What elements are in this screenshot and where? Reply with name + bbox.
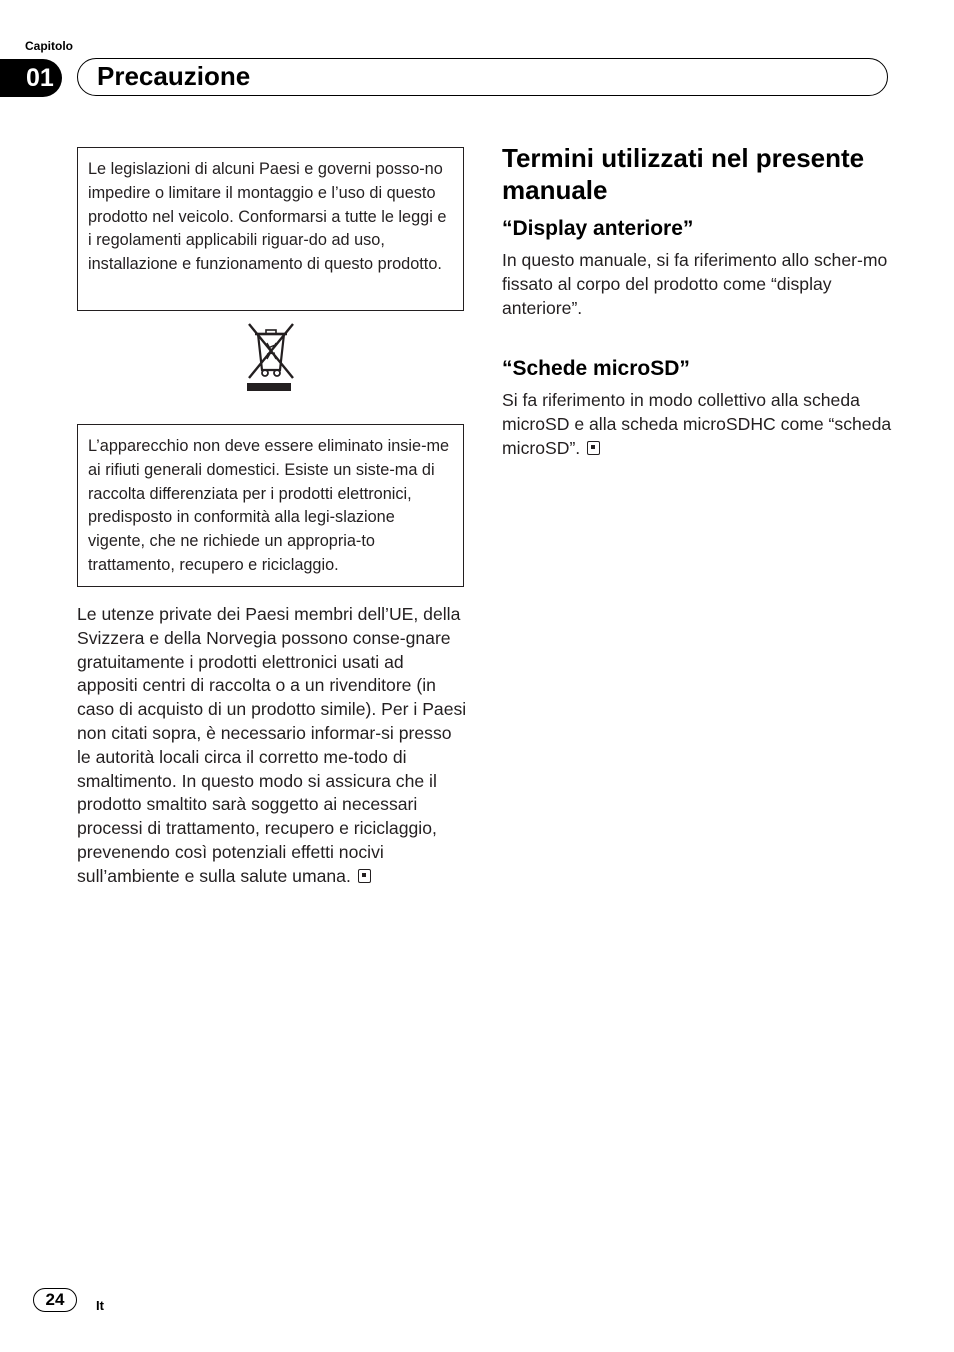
subsection-paragraph-microsd [502, 389, 894, 460]
notice-box-legislation: Le legislazioni di alcuni Paesi e governi posso-no impedire o limitare il montaggio e l’uso di questo prodotto nel veicolo. Conformarsi a tutte le leggi e i regolamenti applicabili riguar-do ad uso, installazione e funzionamento di questo prodotto. [77, 147, 464, 311]
page-number: 24 [33, 1288, 77, 1312]
subsection-text-microsd: Si fa riferimento in modo collettivo alla scheda microSD e alla scheda microSDHC come “scheda microSD”. [502, 390, 892, 458]
chapter-number-badge: 01 [0, 59, 62, 97]
crossed-out-wheelie-bin-icon [245, 321, 297, 393]
disposal-paragraph-text: Le utenze private dei Paesi membri dell’UE, della Svizzera e della Norvegia possono conse-gnare gratuitamente i prodotti elettronici usati ad appositi centri di raccolta o a un rivenditore (in caso di acquisto di un prodotto simile). Per i Paesi non citati sopra, è necessario informar-si presso le autorità locali circa il corretto me-todo di smaltimento. In questo modo si assicura che il prodotto smaltito sarà soggetto ai necessari processi di trattamento, recupero e riciclaggio, prevenendo così potenziali effetti nocivi sull’ambiente e sulla salute umana. [77, 604, 467, 886]
language-code: It [96, 1298, 104, 1313]
end-of-section-icon [587, 441, 600, 455]
chapter-title-bar [77, 58, 888, 96]
subsection-heading-display: “Display anteriore” [502, 217, 694, 240]
disposal-paragraph [77, 603, 467, 889]
section-title: Termini utilizzati nel presente manuale [502, 143, 865, 205]
chapter-label: Capitolo [25, 39, 73, 53]
chapter-title: Precauzione [97, 61, 251, 91]
end-of-section-icon [358, 869, 371, 883]
notice-box-disposal: L’apparecchio non deve essere eliminato insie-me ai rifiuti generali domestici. Esiste un siste-ma di raccolta differenziata per i prodotti elettronici, predisposto in conformità alla legi-slazione vigente, che ne richiede un appropria-to trattamento, recupero e riciclaggio. [77, 424, 464, 587]
subsection-text-display: In questo manuale, si fa riferimento allo scher-mo fissato al corpo del prodotto come “display anteriore”. [502, 250, 888, 318]
subsection-heading-microsd: “Schede microSD” [502, 357, 690, 380]
